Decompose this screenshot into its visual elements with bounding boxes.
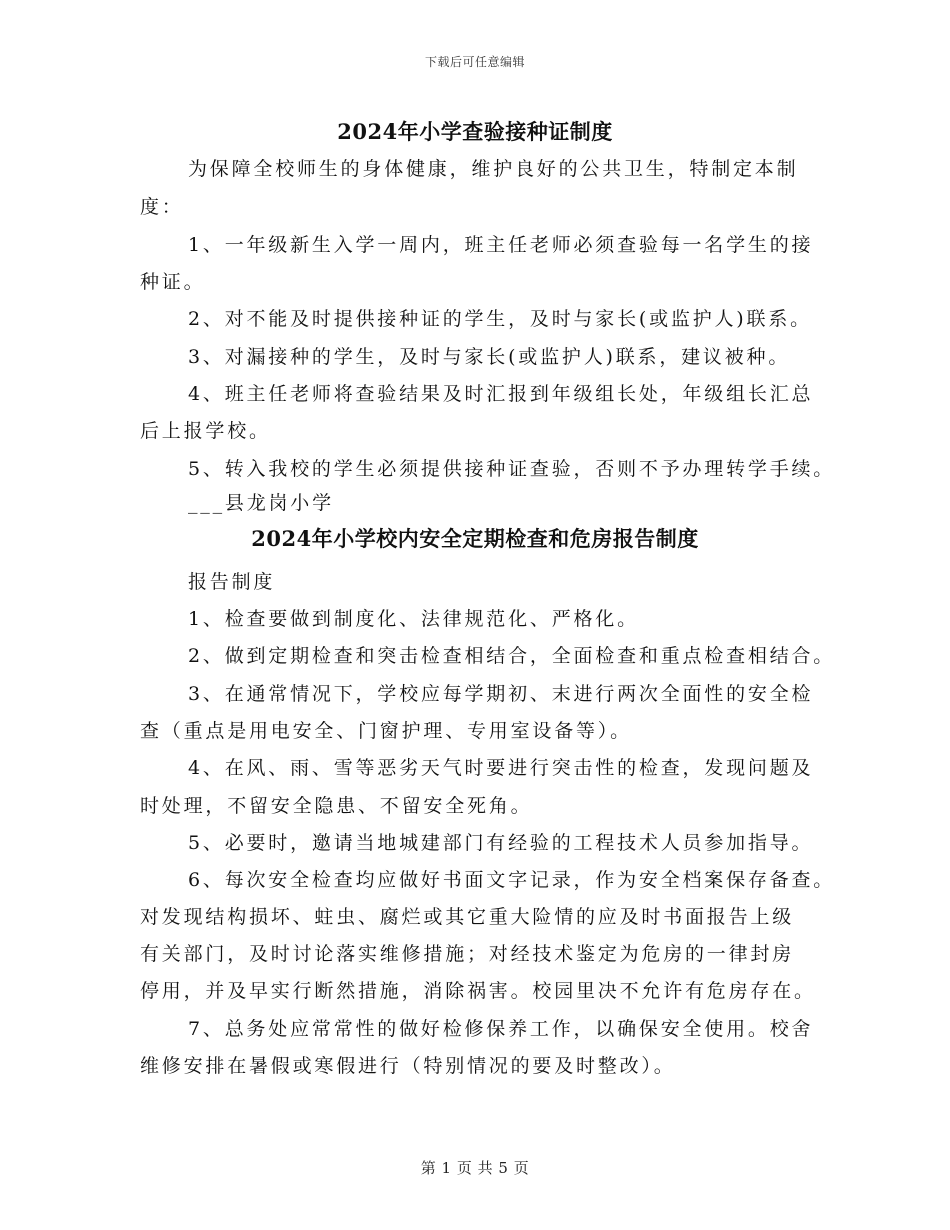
doc1-paragraph-line: 4、班主任老师将查验结果及时汇报到年级组长处，年级组长汇总 bbox=[188, 383, 814, 405]
doc1-paragraph-line: 种证。 bbox=[140, 271, 206, 293]
doc2-paragraph-line: 有关部门，及时讨论落实维修措施；对经技术鉴定为危房的一律封房 bbox=[140, 943, 795, 965]
doc2-paragraph-line: 5、必要时，邀请当地城建部门有经验的工程技术人员参加指导。 bbox=[188, 832, 814, 854]
doc1-paragraph-line: 2、对不能及时提供接种证的学生，及时与家长(或监护人)联系。 bbox=[188, 308, 812, 330]
doc2-title: 2024年小学校内安全定期检查和危房报告制度 bbox=[251, 526, 699, 551]
doc2-paragraph-line: 时处理，不留安全隐患、不留安全死角。 bbox=[140, 795, 533, 817]
doc1-paragraph-line: 1、一年级新生入学一周内，班主任老师必须查验每一名学生的接 bbox=[188, 234, 814, 256]
doc2-paragraph-line: 2、做到定期检查和突击检查相结合，全面检查和重点检查相结合。 bbox=[188, 645, 836, 667]
doc1-signature: ___县龙岗小学 bbox=[188, 492, 334, 514]
doc2-paragraph-line: 6、每次安全检查均应做好书面文字记录，作为安全档案保存备查。 bbox=[188, 869, 836, 891]
doc2-paragraph-line: 3、在通常情况下，学校应每学期初、末进行两次全面性的安全检 bbox=[188, 683, 814, 705]
doc2-paragraph-line: 1、检查要做到制度化、法律规范化、严格化。 bbox=[188, 608, 639, 630]
doc1-title: 2024年小学查验接种证制度 bbox=[337, 119, 613, 144]
doc2-paragraph-line: 7、总务处应常常性的做好检修保养工作，以确保安全使用。校舍 bbox=[188, 1018, 814, 1040]
doc1-paragraph-line: 为保障全校师生的身体健康，维护良好的公共卫生，特制定本制 bbox=[188, 158, 799, 180]
doc1-paragraph-line: 5、转入我校的学生必须提供接种证查验，否则不予办理转学手续。 bbox=[188, 458, 836, 480]
doc2-paragraph-line: 停用，并及早实行断然措施，消除祸害。校园里决不允许有危房存在。 bbox=[140, 980, 816, 1002]
doc1-paragraph-line: 度： bbox=[140, 196, 184, 218]
doc2-paragraph-line: 查（重点是用电安全、门窗护理、专用室设备等）。 bbox=[140, 720, 632, 742]
doc2-paragraph-line: 维修安排在暑假或寒假进行（特别情况的要及时整改）。 bbox=[140, 1055, 676, 1077]
doc1-paragraph-line: 后上报学校。 bbox=[140, 420, 271, 442]
doc2-paragraph-line: 报告制度 bbox=[188, 571, 276, 593]
doc2-paragraph-line: 4、在风、雨、雪等恶劣天气时要进行突击性的检查，发现问题及 bbox=[188, 757, 814, 779]
page-number-footer: 第 1 页 共 5 页 bbox=[420, 1159, 530, 1177]
doc1-paragraph-line: 3、对漏接种的学生，及时与家长(或监护人)联系，建议被种。 bbox=[188, 346, 791, 368]
download-note: 下载后可任意编辑 bbox=[424, 55, 525, 69]
doc2-paragraph-line: 对发现结构损坏、蛀虫、腐烂或其它重大险情的应及时书面报告上级 bbox=[140, 906, 795, 928]
